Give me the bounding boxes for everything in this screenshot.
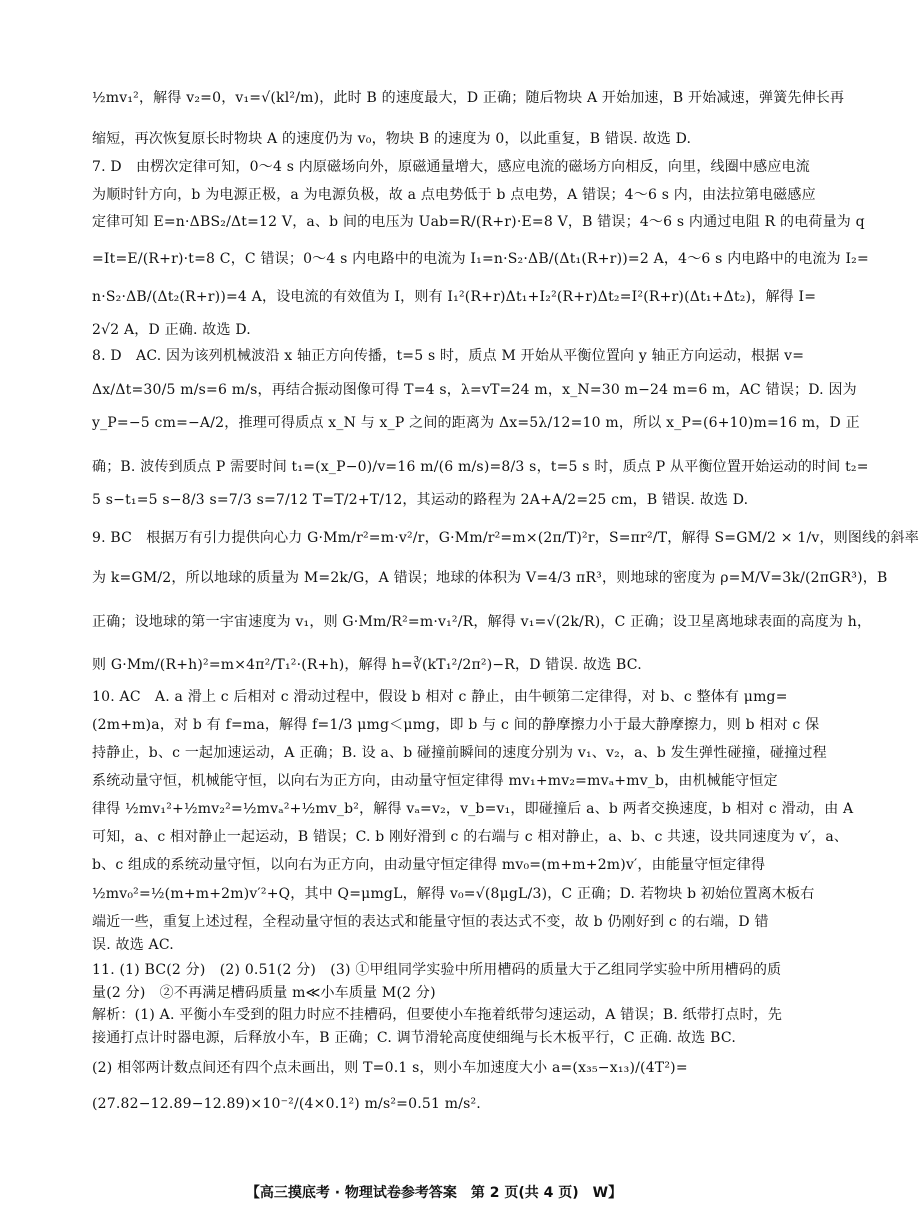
text-line: 端近一些，重复上述过程，全程动量守恒的表达式和能量守恒的表达式不变，故 b 仍刚好到 c 的右端，D 错 <box>92 914 769 930</box>
text-line: 正确；设地球的第一宇宙速度为 v₁，则 G·Mm/R²=m·v₁²/R，解得 v₁=√(2k/R)，C 正确；设卫星离地球表面的高度为 h， <box>92 614 872 630</box>
text-line: b、c 组成的系统动量守恒，以向右为正方向，由动量守恒定律得 mv₀=(m+m+2m)v′，由能量守恒定律得 <box>92 857 766 873</box>
text-line: ½mv₀²=½(m+m+2m)v′²+Q，其中 Q=μmgL，解得 v₀=√(8μgL/3)，C 正确；D. 若物块 b 初始位置离木板右 <box>92 886 815 902</box>
text-line: 误. 故选 AC. <box>92 937 174 953</box>
page-footer: 【高三摸底考 · 物理试卷参考答案 第 2 页(共 4 页) W】 <box>245 1185 623 1201</box>
text-line: 为顺时针方向，b 为电源正极，a 为电源负极，故 a 点电势低于 b 点电势，A 错误；4～6 s 内，由法拉第电磁感应 <box>92 187 816 203</box>
text-line: 量(2 分) ②不再满足槽码质量 m≪小车质量 M(2 分) <box>92 985 436 1001</box>
question-10-line: 10. AC A. a 滑上 c 后相对 c 滑动过程中，假设 b 相对 c 静止，由牛顿第二定律得，对 b、c 整体有 μmg= <box>92 689 788 705</box>
text-line: Δx/Δt=30/5 m/s=6 m/s，再结合振动图像可得 T=4 s，λ=vT=24 m，x_N=30 m−24 m=6 m，AC 错误；D. 因为 <box>92 382 857 398</box>
text-line: (2m+m)a，对 b 有 f=ma，解得 f=1/3 μmg＜μmg，即 b 与 c 间的静摩擦力小于最大静摩擦力，则 b 相对 c 保 <box>92 717 820 733</box>
text-line: 2√2 A，D 正确. 故选 D. <box>92 322 251 338</box>
text-line: 持静止，b、c 一起加速运动，A 正确；B. 设 a、b 碰撞前瞬间的速度分别为 v₁、v₂，a、b 发生弹性碰撞，碰撞过程 <box>92 745 827 761</box>
text-line: =It=E/(R+r)·t=8 C，C 错误；0～4 s 内电路中的电流为 I₁=n·S₂·ΔB/(Δt₁(R+r))=2 A，4～6 s 内电路中的电流为 I₂= <box>92 251 869 267</box>
text-line: 接通打点计时器电源，后释放小车，B 正确；C. 调节滑轮高度使细绳与长木板平行，C 正确. 故选 BC. <box>92 1030 736 1046</box>
text-line: 为 k=GM/2，所以地球的质量为 M=2k/G，A 错误；地球的体积为 V=4/3 πR³，则地球的密度为 ρ=M/V=3k/(2πGR³)，B <box>92 570 888 586</box>
question-9-line: 9. BC 根据万有引力提供向心力 G·Mm/r²=m·v²/r，G·Mm/r²=m×(2π/T)²r，S=πr²/T，解得 S=GM/2 × 1/v，则图线的斜率 <box>92 530 919 546</box>
text-line: y_P=−5 cm=−A/2，推理可得质点 x_N 与 x_P 之间的距离为 Δx=5λ/12=10 m，所以 x_P=(6+10)m=16 m，D 正 <box>92 415 860 431</box>
text-line: 5 s−t₁=5 s−8/3 s=7/3 s=7/12 T=T/2+T/12，其运动的路程为 2A+A/2=25 cm，B 错误. 故选 D. <box>92 492 749 508</box>
text-line: 律得 ½mv₁²+½mv₂²=½mvₐ²+½mv_b²，解得 vₐ=v₂，v_b=v₁，即碰撞后 a、b 两者交换速度，b 相对 c 滑动，由 A <box>92 801 854 817</box>
text-line: 系统动量守恒，机械能守恒，以向右为正方向，由动量守恒定律得 mv₁+mv₂=mvₐ+mv_b，由机械能守恒定 <box>92 773 778 789</box>
text-line: (27.82−12.89−12.89)×10⁻²/(4×0.1²) m/s²=0.51 m/s². <box>92 1096 481 1112</box>
text-line: 定律可知 E=n·ΔBS₂/Δt=12 V，a、b 间的电压为 Uab=R/(R+r)·E=8 V，B 错误；4～6 s 内通过电阻 R 的电荷量为 q <box>92 214 865 230</box>
text-line: 确；B. 波传到质点 P 需要时间 t₁=(x_P−0)/v=16 m/(6 m/s)=8/3 s，t=5 s 时，质点 P 从平衡位置开始运动的时间 t₂= <box>92 459 869 475</box>
question-11-line: 11. (1) BC(2 分) (2) 0.51(2 分) (3) ①甲组同学实验中所用槽码的质量大于乙组同学实验中所用槽码的质 <box>92 962 782 978</box>
text-line: ½mv₁²，解得 v₂=0，v₁=√(kl²/m)，此时 B 的速度最大，D 正确；随后物块 A 开始加速，B 开始减速，弹簧先伸长再 <box>92 90 845 106</box>
question-7-line: 7. D 由楞次定律可知，0～4 s 内原磁场向外，原磁通量增大，感应电流的磁场方向相反，向里，线圈中感应电流 <box>92 159 810 175</box>
text-line: 缩短，再次恢复原长时物块 A 的速度仍为 v₀，物块 B 的速度为 0，以此重复，B 错误. 故选 D. <box>92 131 692 147</box>
question-8-line: 8. D AC. 因为该列机械波沿 x 轴正方向传播，t=5 s 时，质点 M 开始从平衡位置向 y 轴正方向运动，根据 v= <box>92 348 805 364</box>
text-line: 解析：(1) A. 平衡小车受到的阻力时应不挂槽码，但要使小车拖着纸带匀速运动，A 错误；B. 纸带打点时，先 <box>92 1007 783 1023</box>
text-line: 可知，a、c 相对静止一起运动，B 错误；C. b 刚好滑到 c 的右端与 c 相对静止，a、b、c 共速，设共同速度为 v′，a、 <box>92 829 849 845</box>
text-line: (2) 相邻两计数点间还有四个点未画出，则 T=0.1 s，则小车加速度大小 a=(x₃₅−x₁₃)/(4T²)= <box>92 1060 688 1076</box>
text-line: 则 G·Mm/(R+h)²=m×4π²/T₁²·(R+h)，解得 h=∛(kT₁²/2π²)−R，D 错误. 故选 BC. <box>92 657 642 673</box>
text-line: n·S₂·ΔB/(Δt₂(R+r))=4 A，设电流的有效值为 I，则有 I₁²(R+r)Δt₁+I₂²(R+r)Δt₂=I²(R+r)(Δt₁+Δt₂)，解得 I= <box>92 289 817 305</box>
